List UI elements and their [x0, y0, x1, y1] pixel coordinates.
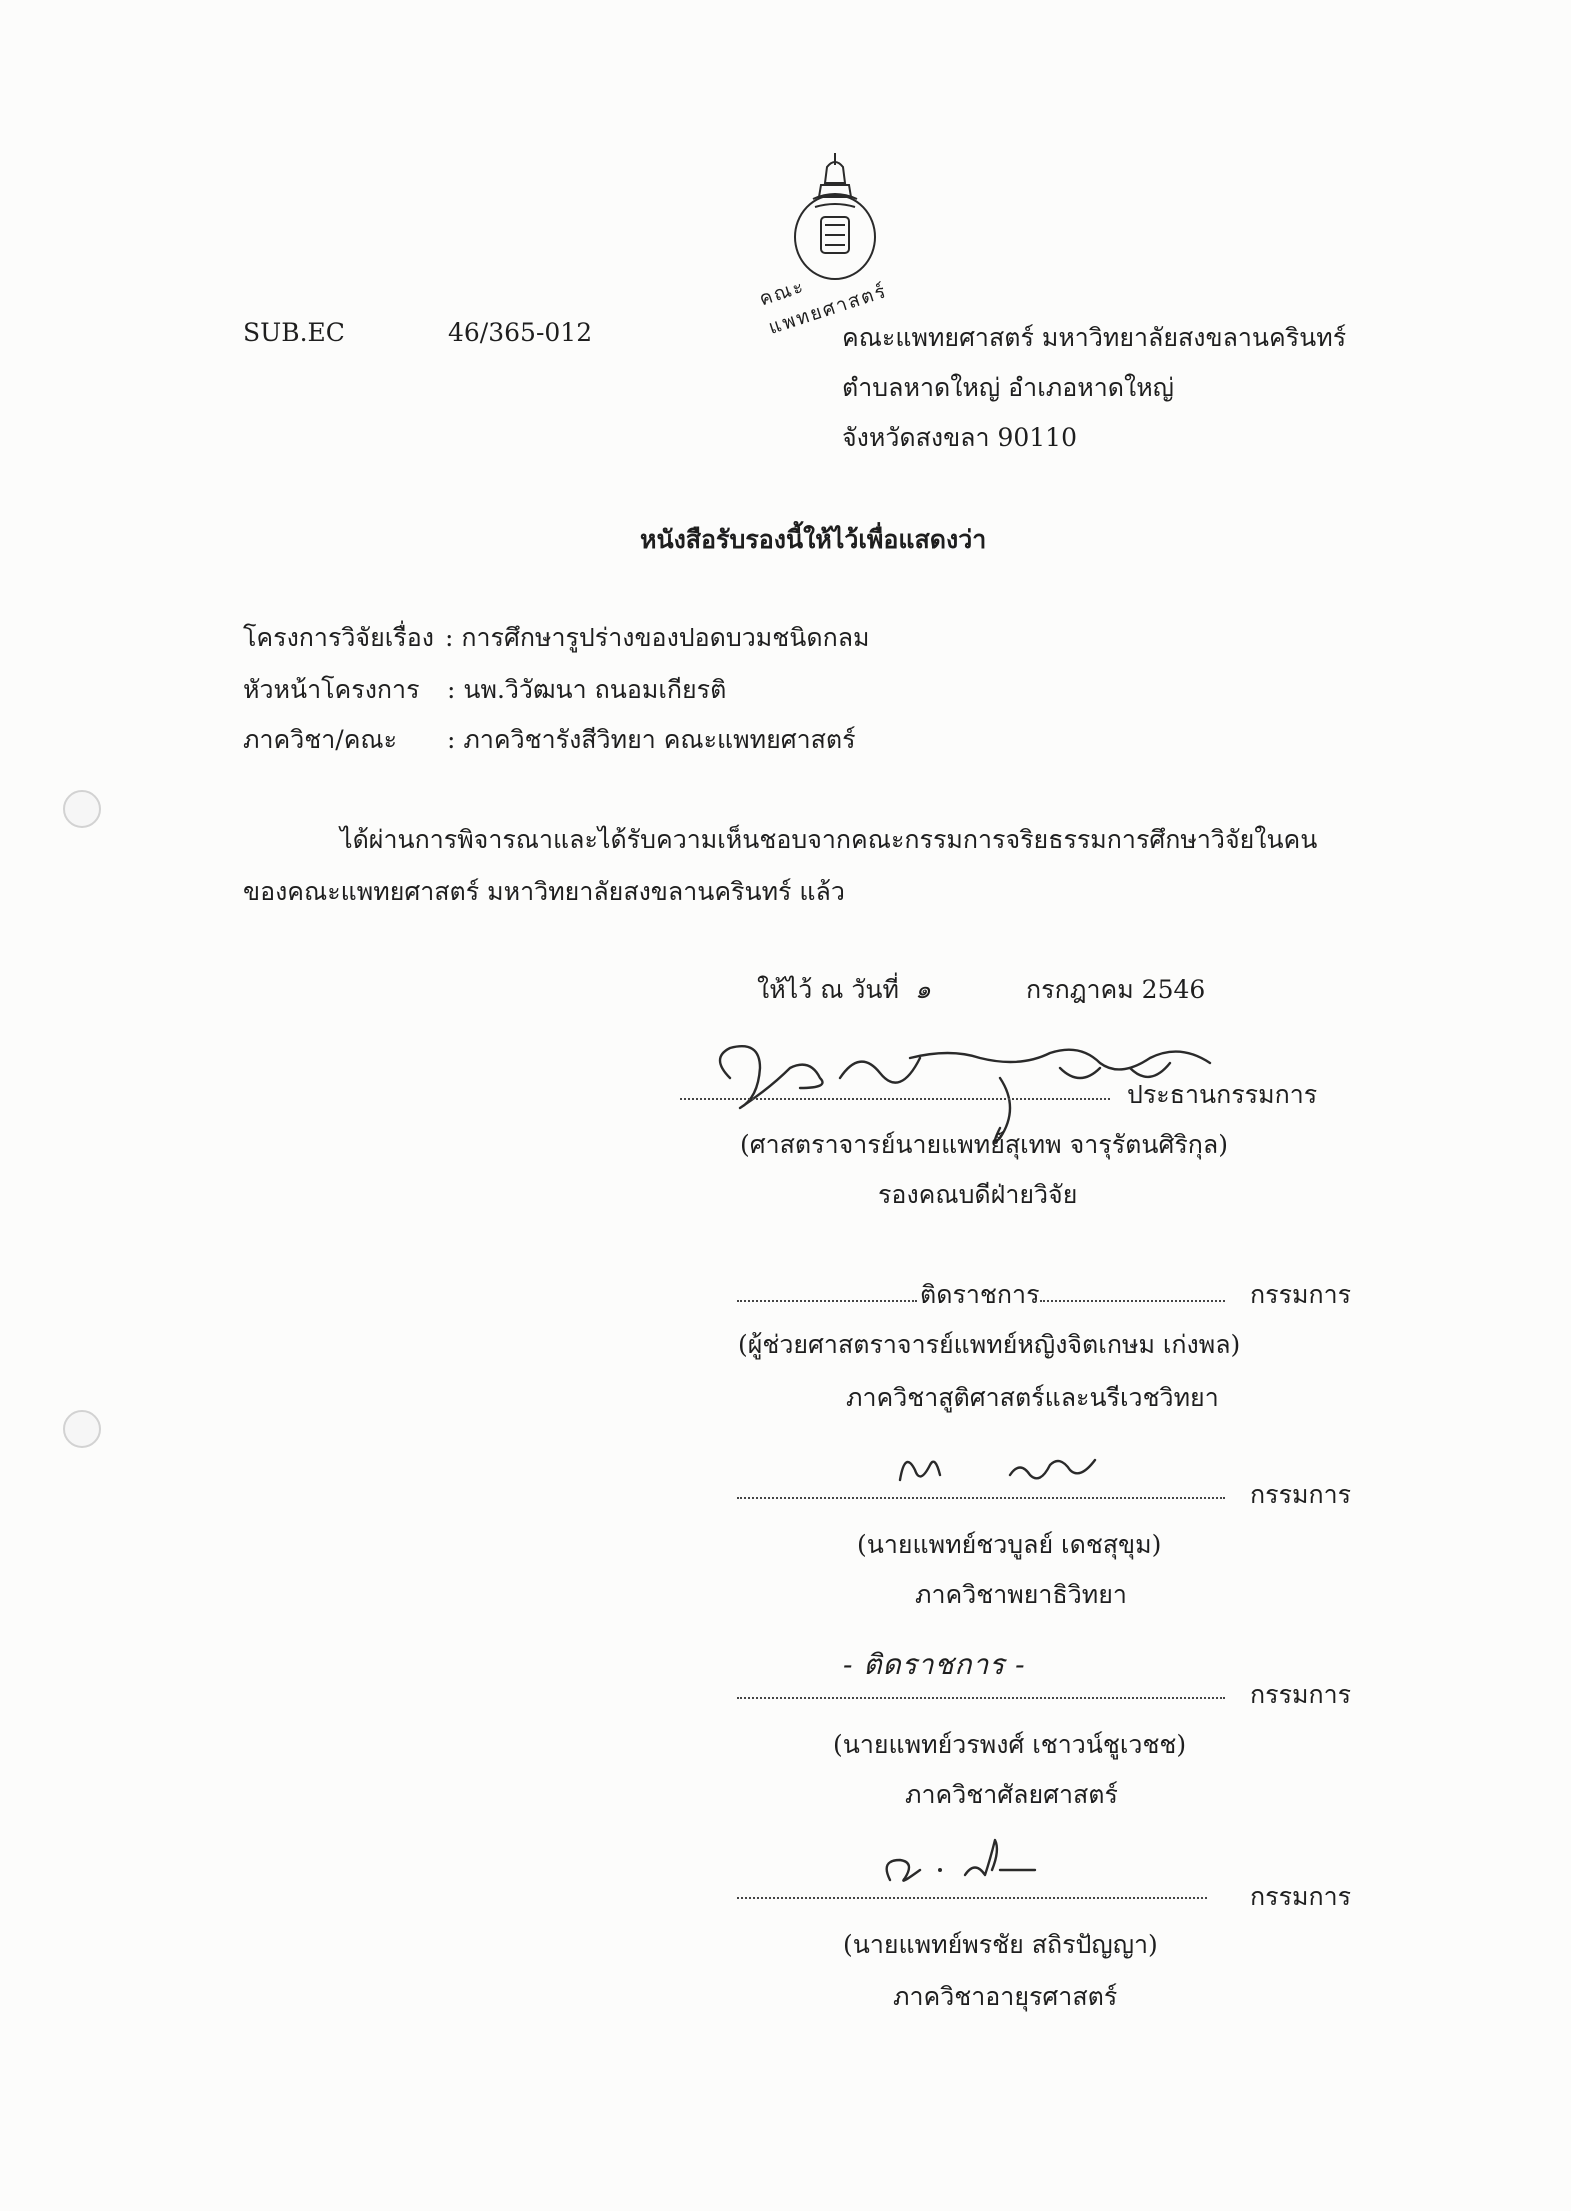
emblem-arc-text: คณะแพทยศาสตร์	[756, 275, 890, 339]
signatory-3-role: กรรมการ	[1250, 1480, 1352, 1509]
signatory-3-name: (นายแพทย์ชวบูลย์ เดชสุขุม)	[857, 1530, 1162, 1559]
signatory-4-name: (นายแพทย์วรพงศ์ เชาวน์ชูเวชช)	[833, 1730, 1187, 1759]
project-dept-label: ภาควิชา/คณะ	[243, 725, 398, 754]
signatory-3-position: ภาควิชาพยาธิวิทยา	[915, 1580, 1127, 1609]
project-title-label: โครงการวิจัยเรื่อง	[243, 623, 434, 652]
signature-line-2-left	[737, 1300, 917, 1302]
address-line-2: ตำบลหาดใหญ่ อำเภอหาดใหญ่	[842, 373, 1174, 402]
signatory-1-name: (ศาสตราจารย์นายแพทย์สุเทพ จารุรัตนศิริกุล)	[740, 1130, 1228, 1159]
signature-line-2-right	[1040, 1300, 1225, 1302]
signatory-2-absent-note: ติดราชการ	[920, 1280, 1040, 1309]
signature-line-5	[737, 1897, 1207, 1899]
signatory-5-name: (นายแพทย์พรชัย สถิรปัญญา)	[843, 1930, 1158, 1959]
project-dept-value: : ภาควิชารังสีวิทยา คณะแพทยศาสตร์	[447, 725, 856, 754]
project-head-label: หัวหน้าโครงการ	[243, 675, 420, 704]
project-title-value: : การศึกษารูปร่างของปอดบวมชนิดกลม	[445, 623, 870, 652]
reference-prefix: SUB.EC	[243, 318, 345, 347]
signatory-1-position: รองคณบดีฝ่ายวิจัย	[878, 1180, 1078, 1209]
signatory-4-handwritten-note: - ติดราชการ -	[843, 1648, 1026, 1681]
signatory-4-position: ภาควิชาศัลยศาสตร์	[905, 1780, 1118, 1809]
issue-date-month-year: กรกฎาคม 2546	[1026, 975, 1206, 1004]
signature-line-3	[737, 1497, 1225, 1499]
issue-date-day: ๑	[915, 975, 931, 1004]
signature-line-4	[737, 1697, 1225, 1699]
signatory-5-signature	[870, 1820, 1070, 1900]
signatory-2-name: (ผู้ช่วยศาสตราจารย์แพทย์หญิงจิตเกษม เก่งพล)	[738, 1330, 1241, 1359]
signatory-2-role: กรรมการ	[1250, 1280, 1352, 1309]
punch-hole-bottom	[63, 1410, 101, 1448]
signatory-4-role: กรรมการ	[1250, 1680, 1352, 1709]
issue-date-prefix: ให้ไว้ ณ วันที่	[757, 975, 899, 1004]
punch-hole-top	[63, 790, 101, 828]
body-paragraph-line-2: ของคณะแพทยศาสตร์ มหาวิทยาลัยสงขลานครินทร์ แล้ว	[243, 877, 845, 906]
signatory-2-position: ภาควิชาสูติศาสตร์และนรีเวชวิทยา	[846, 1383, 1219, 1412]
certificate-title: หนังสือรับรองนี้ให้ไว้เพื่อแสดงว่า	[640, 525, 987, 554]
faculty-emblem	[755, 145, 905, 339]
signature-line-1	[680, 1098, 1110, 1100]
address-line-1: คณะแพทยศาสตร์ มหาวิทยาลัยสงขลานครินทร์	[842, 323, 1347, 352]
reference-number: 46/365-012	[448, 318, 593, 347]
signatory-1-role: ประธานกรรมการ	[1127, 1080, 1318, 1109]
signatory-5-role: กรรมการ	[1250, 1882, 1352, 1911]
address-line-3: จังหวัดสงขลา 90110	[842, 423, 1077, 452]
body-paragraph-line-1: ได้ผ่านการพิจารณาและได้รับความเห็นชอบจากคณะกรรมการจริยธรรมการศึกษาวิจัยในคน	[340, 825, 1318, 854]
signatory-5-position: ภาควิชาอายุรศาสตร์	[893, 1982, 1118, 2011]
project-head-value: : นพ.วิวัฒนา ถนอมเกียรติ	[447, 675, 727, 704]
signatory-3-signature	[880, 1440, 1160, 1500]
